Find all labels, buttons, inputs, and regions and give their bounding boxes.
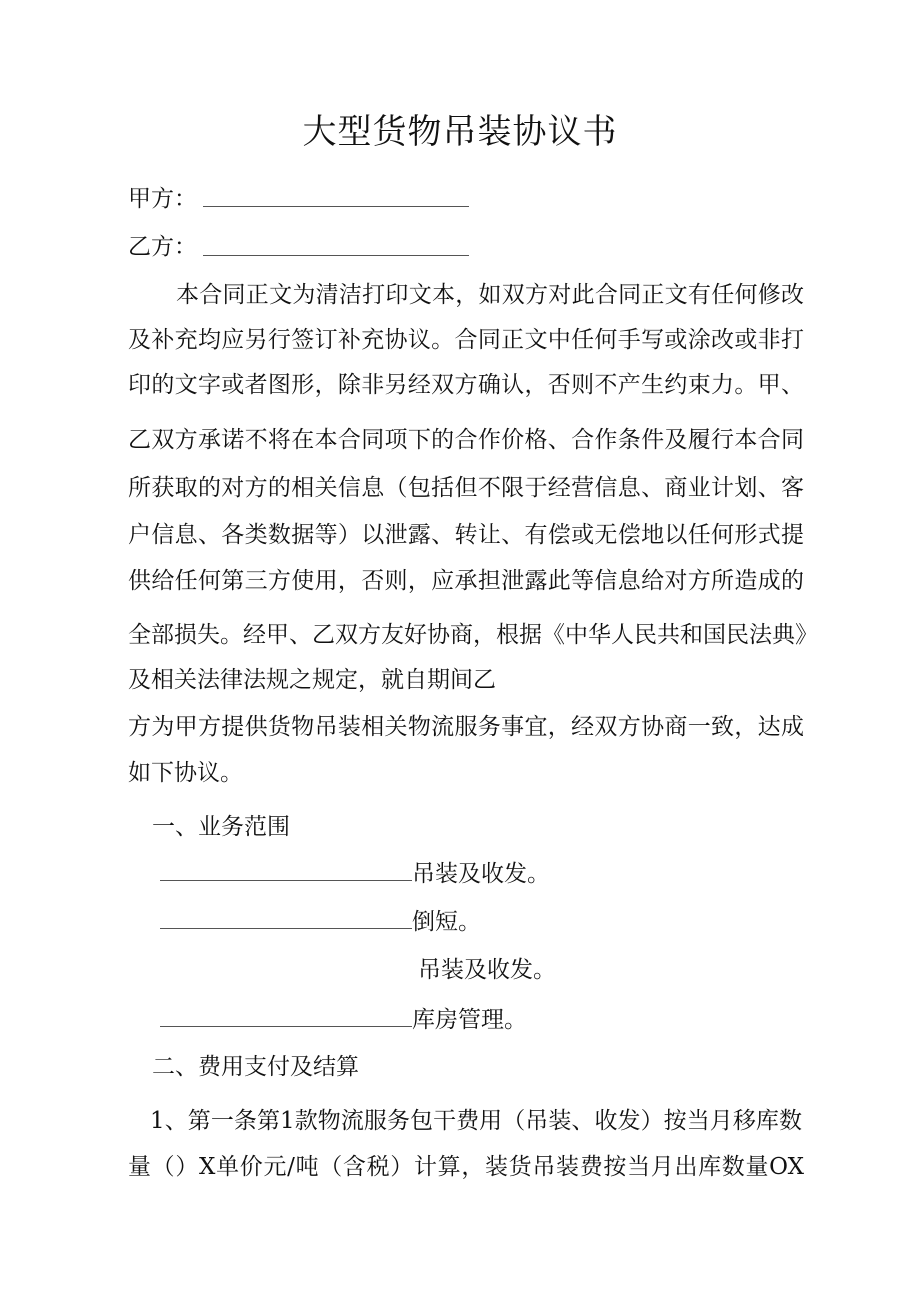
party-a-label: 甲方：: [128, 186, 197, 212]
body-line: 全部损失。经甲、乙双方友好协商，根据《中华人民共和国民法典》: [128, 622, 818, 648]
section-1-heading: 一、业务范围: [152, 814, 290, 840]
fee-line: 1、第一条第1款物流服务包干费用（吊装、收发）按当月移库数: [150, 1108, 802, 1134]
scope-blank: [160, 858, 412, 881]
scope-item-text: 库房管理。: [412, 1007, 527, 1033]
body-line: 本合同正文为清洁打印文本，如双方对此合同正文有任何修改: [176, 282, 804, 308]
body-line: 所获取的对方的相关信息（包括但不限于经营信息、商业计划、客: [128, 475, 804, 501]
scope-item-text: 吊装及收发。: [418, 957, 556, 983]
body-line: 及相关法律法规之规定，就自期间乙: [128, 667, 496, 693]
scope-item: [160, 906, 481, 937]
party-a-blank: [203, 206, 469, 207]
section-2-heading: 二、费用支付及结算: [152, 1054, 359, 1080]
fee-line: 量（）X单价元/吨（含税）计算，装货吊装费按当月出库数量OX: [128, 1154, 804, 1180]
body-line: 及补充均应另行签订补充协议。合同正文中任何手写或涂改或非打: [128, 327, 804, 353]
scope-item: [160, 1004, 527, 1035]
body-line: 方为甲方提供货物吊装相关物流服务事宜，经双方协商一致，达成: [128, 714, 804, 740]
body-line: 户信息、各类数据等）以泄露、转让、有偿或无偿地以任何形式提: [128, 522, 804, 548]
party-b-label: 乙方：: [128, 234, 197, 260]
scope-blank: [160, 906, 412, 929]
body-line: 如下协议。: [128, 760, 243, 786]
scope-item-text: 吊装及收发。: [412, 861, 550, 887]
body-line: 印的文字或者图形，除非另经双方确认，否则不产生约束力。甲、: [128, 372, 804, 398]
body-line: 乙双方承诺不将在本合同项下的合作价格、合作条件及履行本合同: [128, 427, 804, 453]
scope-item-text: 倒短。: [412, 909, 481, 935]
scope-item: [160, 858, 550, 889]
body-line: 供给任何第三方使用，否则，应承担泄露此等信息给对方所造成的: [128, 568, 804, 594]
party-b-blank: [203, 255, 469, 256]
scope-blank: [160, 1004, 412, 1027]
document-title: 大型货物吊装协议书: [302, 112, 618, 152]
